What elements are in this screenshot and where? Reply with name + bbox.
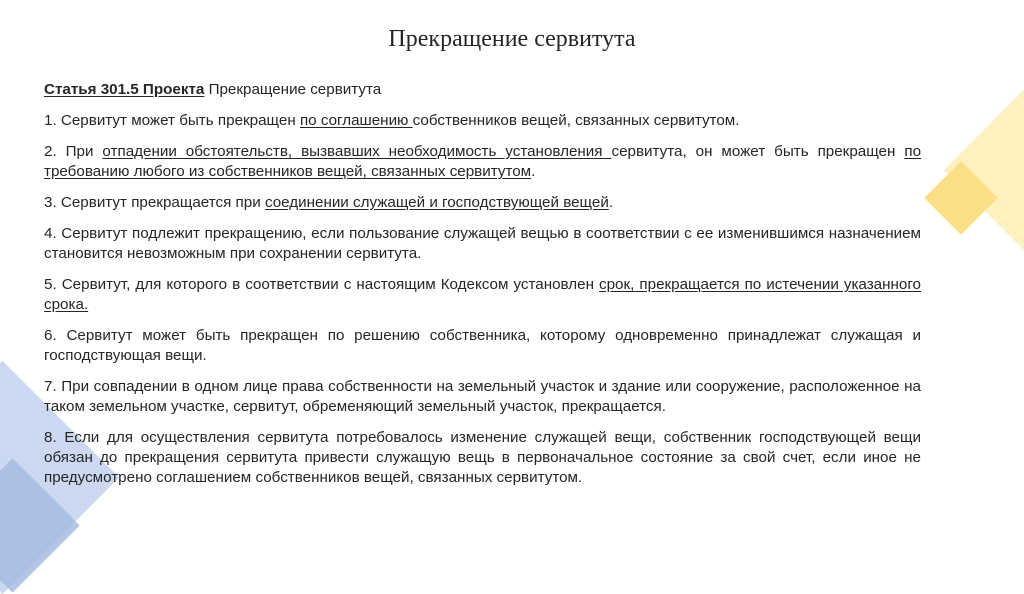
p3-text-a: 3. Сервитут прекращается при [44,194,265,211]
paragraph-2 [44,142,921,182]
p3-underlined: соединении служащей и господствующей вещей [264,194,609,211]
p2-text-a: 2. При [44,143,103,160]
article-heading [44,80,921,100]
p3-text-b: . [608,194,614,211]
paragraph-7: 7. При совпадении в одном лице права собственности на земельный участок и здание или сооружение, расположенное на таком земельном участке, сервитут, обременяющий земельный участок, прекращается. [44,378,921,415]
p2-text-c: . [531,163,536,180]
p2-text-b: сервитута, он может быть прекращен [611,143,905,160]
paragraph-1 [44,111,921,131]
paragraph-3 [44,193,921,213]
article-number: Статья 301.5 Проекта [44,81,205,98]
slide-title: Прекращение сервитута [388,26,636,52]
paragraph-8: 8. Если для осуществления сервитута потребовалось изменение служащей вещи, собственник господствующей вещи обязан до прекращения сервитута привести служащую вещь в первоначальное состояние за свой счет, если иное не предусмотрено соглашением собственников вещей, связанных сервитутом. [44,429,921,486]
paragraph-5 [44,275,921,315]
p5-underlined: срок, прекращается по истечении указанного срока. [44,276,921,313]
p1-underlined: по соглашению [299,112,413,129]
p2-underlined-2: по требованию любого из собственников вещей, связанных сервитутом [44,143,922,180]
slide-body [44,80,921,499]
p1-text-a: 1. Сервитут может быть прекращен [44,112,300,129]
p5-text-a: 5. Сервитут, для которого в соответствии с настоящим Кодексом установлен [44,276,600,293]
paragraph-6: 6. Сервитут может быть прекращен по решению собственника, которому одновременно принадлежат служащая и господствующая вещи. [44,327,921,364]
paragraph-4: 4. Сервитут подлежит прекращению, если пользование служащей вещью в соответствии с ее изменившимся назначением становится невозможным при сохранении сервитута. [44,225,921,262]
p2-underlined-1: отпадении обстоятельств, вызвавших необходимость установления [102,143,612,160]
p1-text-b: собственников вещей, связанных сервитутом. [412,112,740,129]
article-heading-text: Прекращение сервитута [204,81,382,98]
